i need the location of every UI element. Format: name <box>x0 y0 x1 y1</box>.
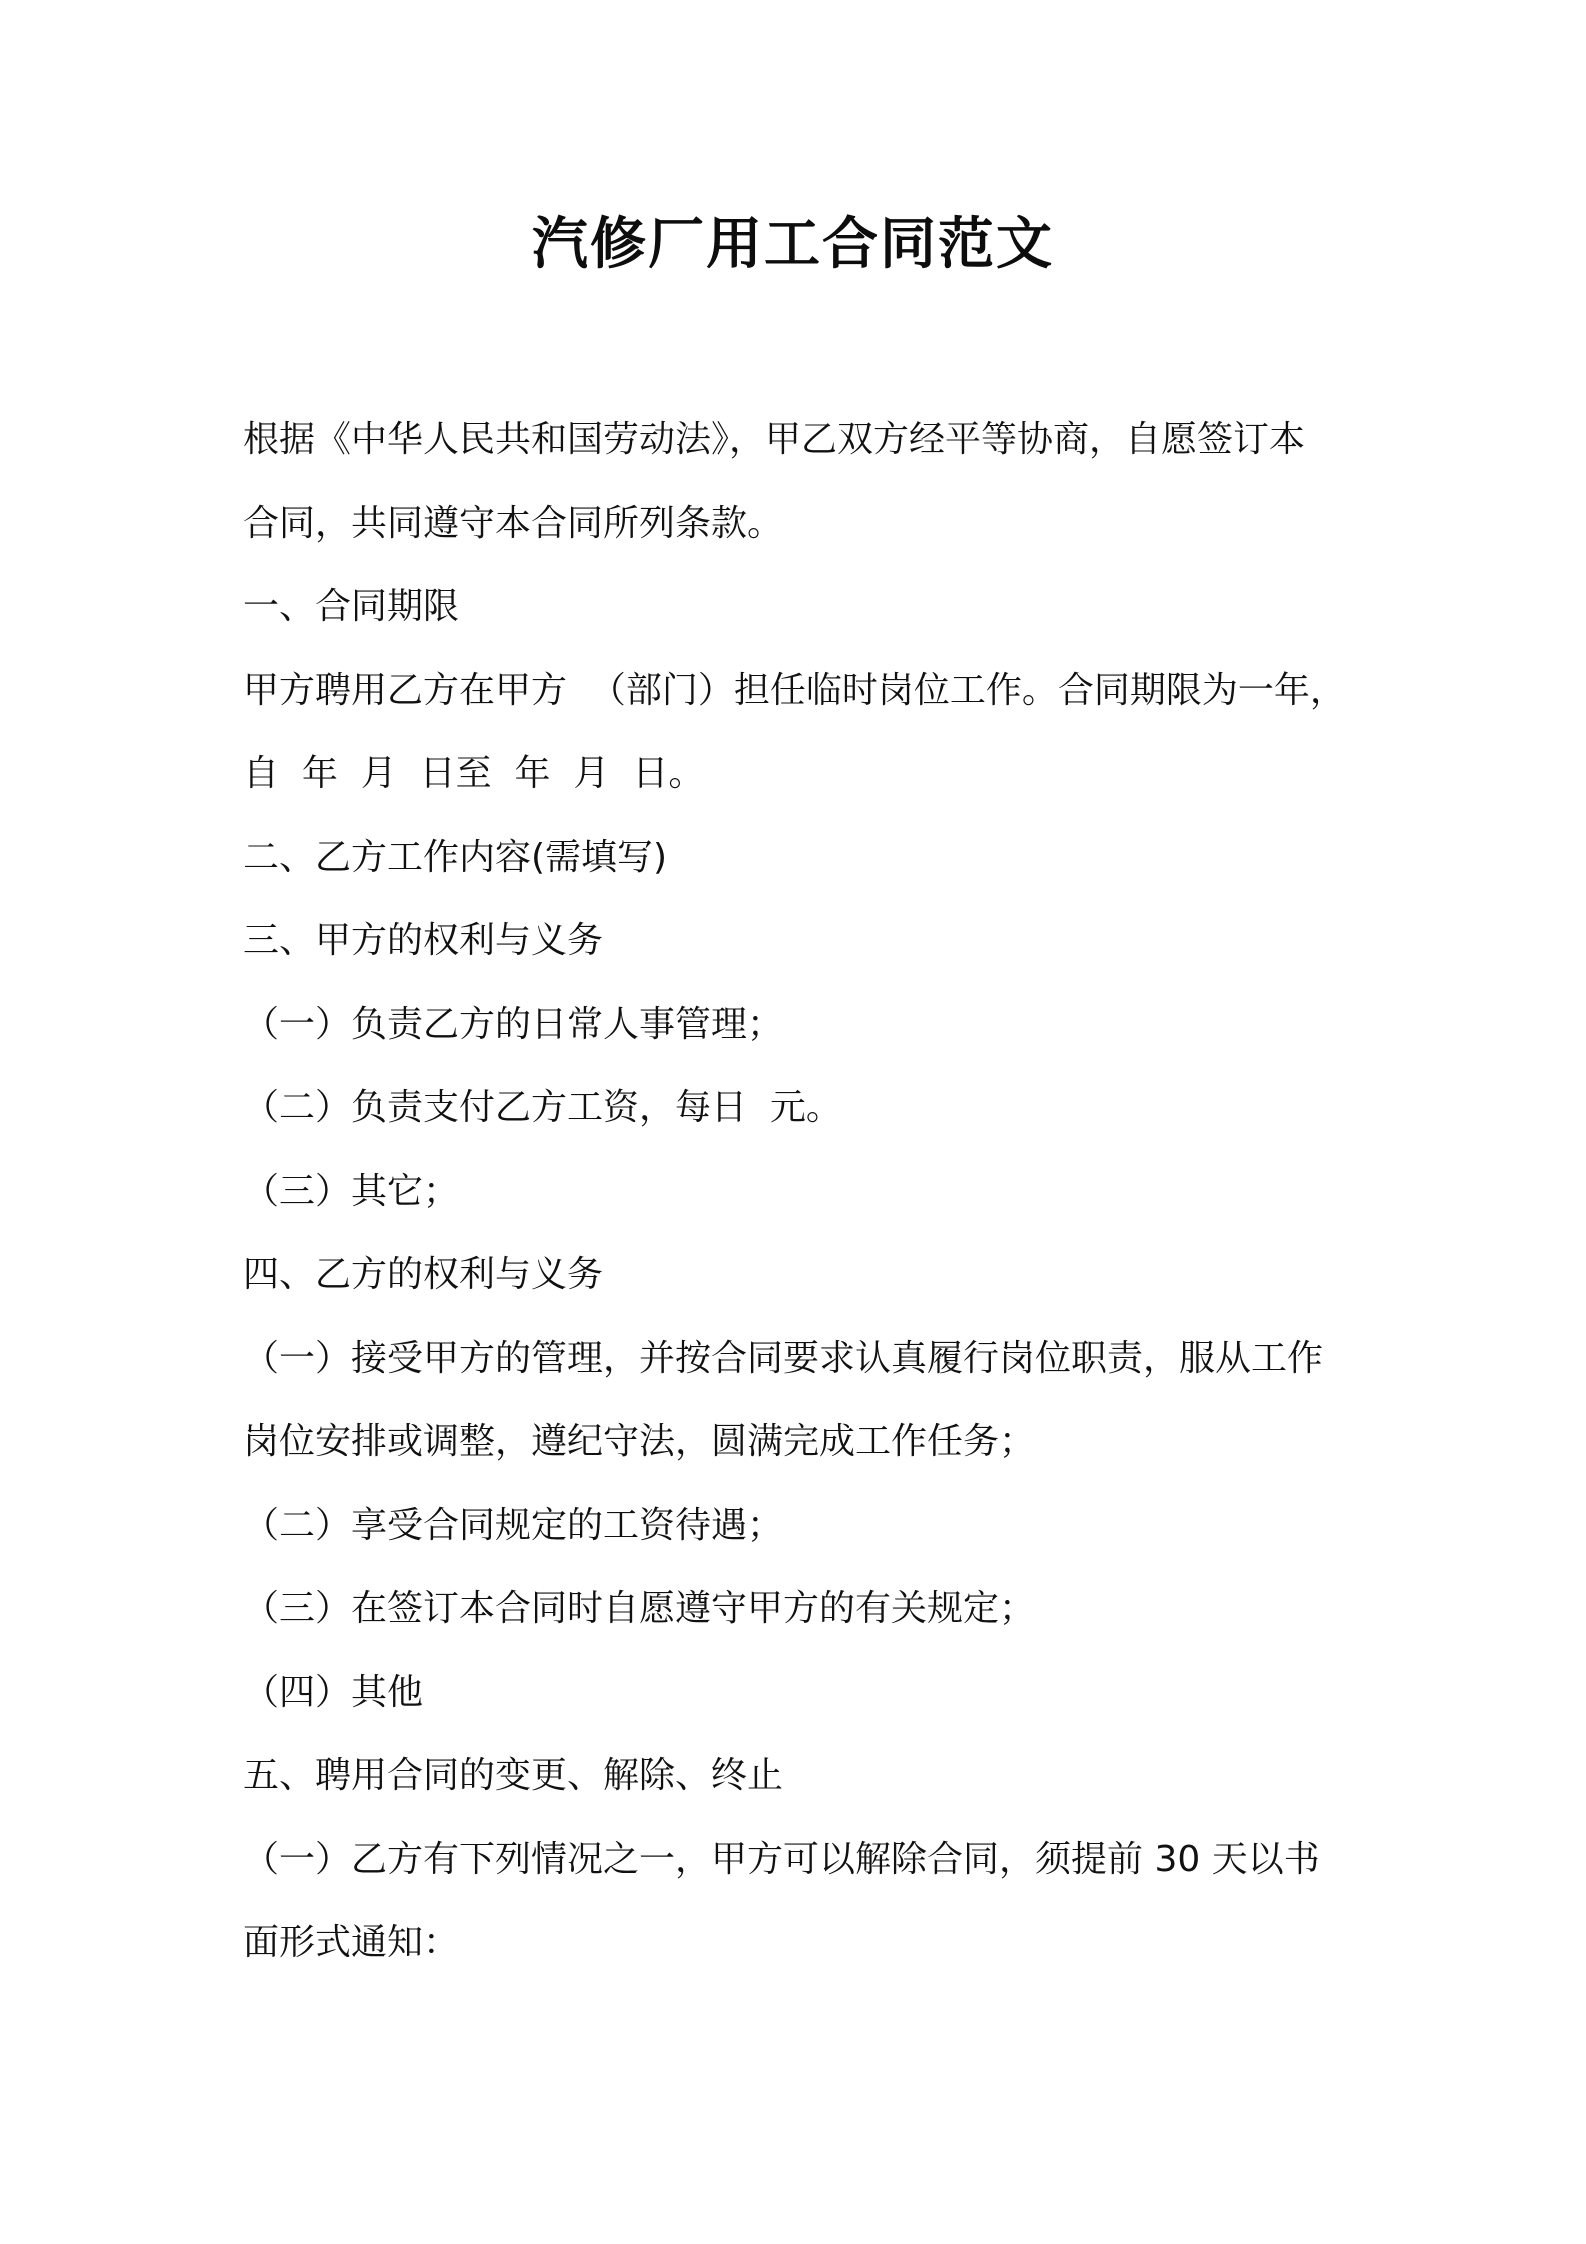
section-heading: 一、合同期限 <box>243 586 460 627</box>
clause-item: （一）接受甲方的管理，并按合同要求认真履行岗位职责，服从工作 <box>243 1337 1324 1379</box>
paragraph-line: 合同，共同遵守本合同所列条款。 <box>243 502 784 544</box>
paragraph-line: 自 年 月 日至 年 月 日。 <box>243 753 705 794</box>
section-heading: 五、聘用合同的变更、解除、终止 <box>243 1755 784 1796</box>
paragraph-line: 根据《中华人民共和国劳动法》，甲乙双方经平等协商，自愿签订本 <box>243 419 1306 460</box>
document-title: 汽修厂用工合同范文 <box>532 212 1054 277</box>
section-heading: 三、甲方的权利与义务 <box>243 920 604 961</box>
clause-item: （四）其他 <box>243 1671 424 1713</box>
clause-item: （三）在签订本合同时自愿遵守甲方的有关规定； <box>243 1588 1036 1629</box>
paragraph-line: 岗位安排或调整，遵纪守法，圆满完成工作任务； <box>243 1421 1036 1462</box>
section-heading: 四、乙方的权利与义务 <box>243 1254 604 1295</box>
section-heading: 二、乙方工作内容(需填写) <box>243 836 668 878</box>
clause-item: （二）享受合同规定的工资待遇； <box>243 1504 784 1546</box>
clause-item: （一）乙方有下列情况之一，甲方可以解除合同，须提前 30 天以书 <box>243 1838 1320 1880</box>
clause-item: （三）其它； <box>243 1170 460 1212</box>
paragraph-line: 面形式通知： <box>243 1922 460 1963</box>
paragraph-line: 甲方聘用乙方在甲方 （部门）担任临时岗位工作。合同期限为一年， <box>243 669 1346 711</box>
document-body <box>243 398 1363 1985</box>
clause-item: （二）负责支付乙方工资，每日 元。 <box>243 1087 842 1128</box>
clause-item: （一）负责乙方的日常人事管理； <box>243 1003 784 1045</box>
